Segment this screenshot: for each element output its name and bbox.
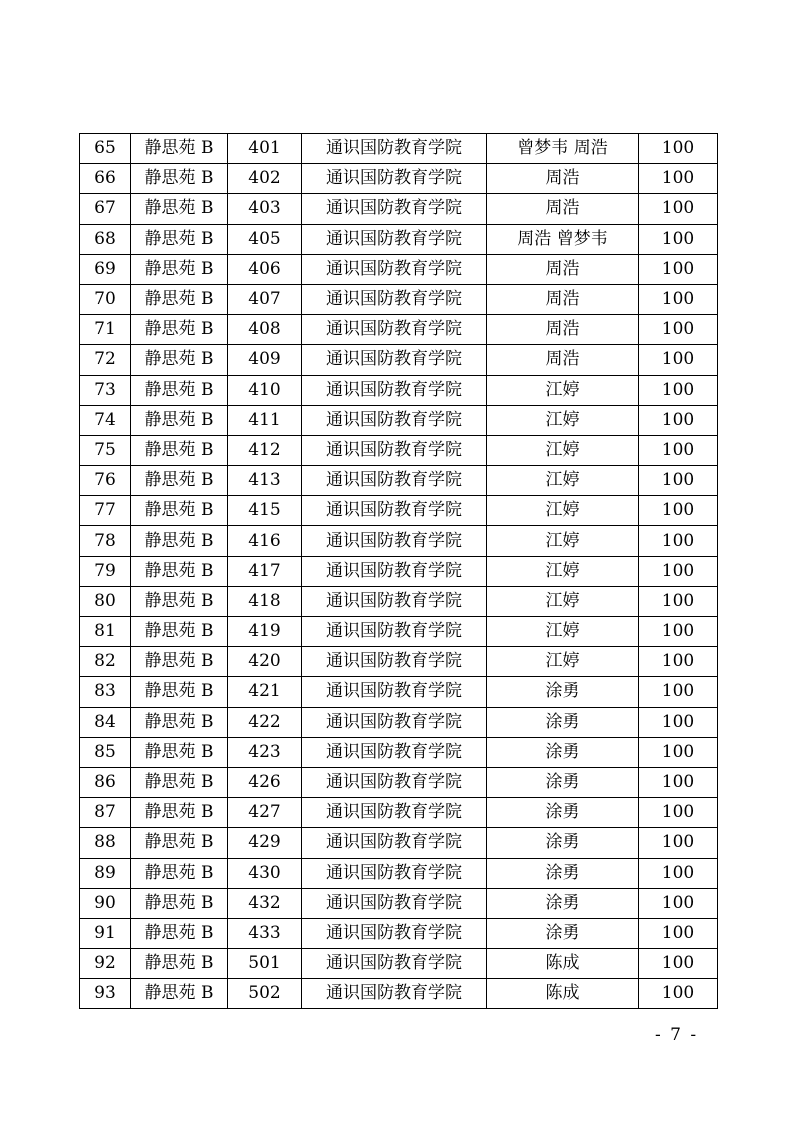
score-cell: 100 bbox=[639, 194, 718, 224]
college-cell: 通识国防教育学院 bbox=[302, 556, 487, 586]
building-cell: 静思苑 B bbox=[131, 194, 228, 224]
row-number-cell: 76 bbox=[80, 466, 131, 496]
room-number-cell: 401 bbox=[228, 134, 302, 164]
building-cell: 静思苑 B bbox=[131, 888, 228, 918]
score-cell: 100 bbox=[639, 586, 718, 616]
college-cell: 通识国防教育学院 bbox=[302, 647, 487, 677]
college-cell: 通识国防教育学院 bbox=[302, 526, 487, 556]
tutor-cell: 周浩 bbox=[487, 345, 639, 375]
room-number-cell: 409 bbox=[228, 345, 302, 375]
score-cell: 100 bbox=[639, 315, 718, 345]
college-cell: 通识国防教育学院 bbox=[302, 435, 487, 465]
tutor-cell: 曾梦韦 周浩 bbox=[487, 134, 639, 164]
college-cell: 通识国防教育学院 bbox=[302, 194, 487, 224]
room-number-cell: 420 bbox=[228, 647, 302, 677]
dorm-score-table bbox=[79, 133, 718, 1009]
college-cell: 通识国防教育学院 bbox=[302, 284, 487, 314]
building-cell: 静思苑 B bbox=[131, 677, 228, 707]
room-number-cell: 410 bbox=[228, 375, 302, 405]
table-row bbox=[80, 949, 718, 979]
tutor-cell: 周浩 曾梦韦 bbox=[487, 224, 639, 254]
row-number-cell: 83 bbox=[80, 677, 131, 707]
table-row bbox=[80, 466, 718, 496]
tutor-cell: 周浩 bbox=[487, 284, 639, 314]
table-row bbox=[80, 586, 718, 616]
table-row bbox=[80, 405, 718, 435]
row-number-cell: 74 bbox=[80, 405, 131, 435]
score-cell: 100 bbox=[639, 405, 718, 435]
tutor-cell: 周浩 bbox=[487, 315, 639, 345]
score-cell: 100 bbox=[639, 284, 718, 314]
building-cell: 静思苑 B bbox=[131, 556, 228, 586]
score-cell: 100 bbox=[639, 949, 718, 979]
tutor-cell: 涂勇 bbox=[487, 737, 639, 767]
college-cell: 通识国防教育学院 bbox=[302, 979, 487, 1009]
college-cell: 通识国防教育学院 bbox=[302, 345, 487, 375]
row-number-cell: 72 bbox=[80, 345, 131, 375]
score-cell: 100 bbox=[639, 888, 718, 918]
tutor-cell: 周浩 bbox=[487, 164, 639, 194]
tutor-cell: 江婷 bbox=[487, 647, 639, 677]
score-cell: 100 bbox=[639, 526, 718, 556]
score-cell: 100 bbox=[639, 828, 718, 858]
room-number-cell: 406 bbox=[228, 254, 302, 284]
table-row bbox=[80, 979, 718, 1009]
table-row bbox=[80, 315, 718, 345]
score-cell: 100 bbox=[639, 617, 718, 647]
row-number-cell: 87 bbox=[80, 798, 131, 828]
row-number-cell: 84 bbox=[80, 707, 131, 737]
college-cell: 通识国防教育学院 bbox=[302, 707, 487, 737]
row-number-cell: 78 bbox=[80, 526, 131, 556]
score-cell: 100 bbox=[639, 134, 718, 164]
score-cell: 100 bbox=[639, 918, 718, 948]
room-number-cell: 502 bbox=[228, 979, 302, 1009]
tutor-cell: 江婷 bbox=[487, 375, 639, 405]
tutor-cell: 涂勇 bbox=[487, 828, 639, 858]
building-cell: 静思苑 B bbox=[131, 496, 228, 526]
row-number-cell: 89 bbox=[80, 858, 131, 888]
building-cell: 静思苑 B bbox=[131, 224, 228, 254]
score-cell: 100 bbox=[639, 496, 718, 526]
page-number: - 7 - bbox=[655, 1025, 699, 1045]
room-number-cell: 416 bbox=[228, 526, 302, 556]
row-number-cell: 93 bbox=[80, 979, 131, 1009]
table-row bbox=[80, 647, 718, 677]
table-row bbox=[80, 496, 718, 526]
room-number-cell: 433 bbox=[228, 918, 302, 948]
building-cell: 静思苑 B bbox=[131, 284, 228, 314]
college-cell: 通识国防教育学院 bbox=[302, 858, 487, 888]
table-row bbox=[80, 194, 718, 224]
tutor-cell: 江婷 bbox=[487, 466, 639, 496]
row-number-cell: 92 bbox=[80, 949, 131, 979]
building-cell: 静思苑 B bbox=[131, 254, 228, 284]
tutor-cell: 江婷 bbox=[487, 405, 639, 435]
table-row bbox=[80, 526, 718, 556]
building-cell: 静思苑 B bbox=[131, 315, 228, 345]
score-cell: 100 bbox=[639, 798, 718, 828]
table-row bbox=[80, 828, 718, 858]
tutor-cell: 涂勇 bbox=[487, 707, 639, 737]
score-cell: 100 bbox=[639, 435, 718, 465]
college-cell: 通识国防教育学院 bbox=[302, 828, 487, 858]
row-number-cell: 69 bbox=[80, 254, 131, 284]
room-number-cell: 426 bbox=[228, 767, 302, 797]
college-cell: 通识国防教育学院 bbox=[302, 888, 487, 918]
room-number-cell: 412 bbox=[228, 435, 302, 465]
tutor-cell: 江婷 bbox=[487, 586, 639, 616]
tutor-cell: 江婷 bbox=[487, 617, 639, 647]
row-number-cell: 73 bbox=[80, 375, 131, 405]
college-cell: 通识国防教育学院 bbox=[302, 405, 487, 435]
room-number-cell: 407 bbox=[228, 284, 302, 314]
score-cell: 100 bbox=[639, 466, 718, 496]
building-cell: 静思苑 B bbox=[131, 979, 228, 1009]
college-cell: 通识国防教育学院 bbox=[302, 798, 487, 828]
tutor-cell: 江婷 bbox=[487, 435, 639, 465]
table-row bbox=[80, 345, 718, 375]
tutor-cell: 涂勇 bbox=[487, 677, 639, 707]
room-number-cell: 413 bbox=[228, 466, 302, 496]
row-number-cell: 67 bbox=[80, 194, 131, 224]
room-number-cell: 403 bbox=[228, 194, 302, 224]
score-cell: 100 bbox=[639, 677, 718, 707]
college-cell: 通识国防教育学院 bbox=[302, 496, 487, 526]
college-cell: 通识国防教育学院 bbox=[302, 315, 487, 345]
row-number-cell: 79 bbox=[80, 556, 131, 586]
building-cell: 静思苑 B bbox=[131, 435, 228, 465]
row-number-cell: 86 bbox=[80, 767, 131, 797]
tutor-cell: 涂勇 bbox=[487, 858, 639, 888]
tutor-cell: 涂勇 bbox=[487, 798, 639, 828]
row-number-cell: 90 bbox=[80, 888, 131, 918]
room-number-cell: 405 bbox=[228, 224, 302, 254]
row-number-cell: 77 bbox=[80, 496, 131, 526]
building-cell: 静思苑 B bbox=[131, 828, 228, 858]
college-cell: 通识国防教育学院 bbox=[302, 767, 487, 797]
college-cell: 通识国防教育学院 bbox=[302, 918, 487, 948]
room-number-cell: 429 bbox=[228, 828, 302, 858]
table-row bbox=[80, 858, 718, 888]
tutor-cell: 陈成 bbox=[487, 949, 639, 979]
college-cell: 通识国防教育学院 bbox=[302, 164, 487, 194]
room-number-cell: 418 bbox=[228, 586, 302, 616]
room-number-cell: 417 bbox=[228, 556, 302, 586]
score-cell: 100 bbox=[639, 375, 718, 405]
building-cell: 静思苑 B bbox=[131, 949, 228, 979]
row-number-cell: 91 bbox=[80, 918, 131, 948]
score-cell: 100 bbox=[639, 345, 718, 375]
college-cell: 通识国防教育学院 bbox=[302, 949, 487, 979]
score-cell: 100 bbox=[639, 224, 718, 254]
building-cell: 静思苑 B bbox=[131, 767, 228, 797]
building-cell: 静思苑 B bbox=[131, 164, 228, 194]
college-cell: 通识国防教育学院 bbox=[302, 677, 487, 707]
score-cell: 100 bbox=[639, 707, 718, 737]
room-number-cell: 432 bbox=[228, 888, 302, 918]
tutor-cell: 涂勇 bbox=[487, 888, 639, 918]
row-number-cell: 75 bbox=[80, 435, 131, 465]
room-number-cell: 423 bbox=[228, 737, 302, 767]
tutor-cell: 周浩 bbox=[487, 254, 639, 284]
building-cell: 静思苑 B bbox=[131, 707, 228, 737]
building-cell: 静思苑 B bbox=[131, 737, 228, 767]
building-cell: 静思苑 B bbox=[131, 345, 228, 375]
building-cell: 静思苑 B bbox=[131, 617, 228, 647]
college-cell: 通识国防教育学院 bbox=[302, 375, 487, 405]
college-cell: 通识国防教育学院 bbox=[302, 254, 487, 284]
table-row bbox=[80, 284, 718, 314]
room-number-cell: 430 bbox=[228, 858, 302, 888]
college-cell: 通识国防教育学院 bbox=[302, 134, 487, 164]
building-cell: 静思苑 B bbox=[131, 858, 228, 888]
table-row bbox=[80, 888, 718, 918]
tutor-cell: 江婷 bbox=[487, 526, 639, 556]
room-number-cell: 411 bbox=[228, 405, 302, 435]
tutor-cell: 陈成 bbox=[487, 979, 639, 1009]
tutor-cell: 周浩 bbox=[487, 194, 639, 224]
college-cell: 通识国防教育学院 bbox=[302, 617, 487, 647]
table-row bbox=[80, 164, 718, 194]
row-number-cell: 81 bbox=[80, 617, 131, 647]
table-row bbox=[80, 375, 718, 405]
room-number-cell: 427 bbox=[228, 798, 302, 828]
table-row bbox=[80, 556, 718, 586]
row-number-cell: 70 bbox=[80, 284, 131, 314]
table-row bbox=[80, 254, 718, 284]
table-row bbox=[80, 617, 718, 647]
building-cell: 静思苑 B bbox=[131, 134, 228, 164]
score-cell: 100 bbox=[639, 767, 718, 797]
room-number-cell: 501 bbox=[228, 949, 302, 979]
table-row bbox=[80, 224, 718, 254]
table-row bbox=[80, 134, 718, 164]
room-number-cell: 421 bbox=[228, 677, 302, 707]
building-cell: 静思苑 B bbox=[131, 918, 228, 948]
row-number-cell: 65 bbox=[80, 134, 131, 164]
score-cell: 100 bbox=[639, 164, 718, 194]
row-number-cell: 80 bbox=[80, 586, 131, 616]
row-number-cell: 82 bbox=[80, 647, 131, 677]
room-number-cell: 419 bbox=[228, 617, 302, 647]
college-cell: 通识国防教育学院 bbox=[302, 586, 487, 616]
building-cell: 静思苑 B bbox=[131, 647, 228, 677]
building-cell: 静思苑 B bbox=[131, 466, 228, 496]
building-cell: 静思苑 B bbox=[131, 405, 228, 435]
row-number-cell: 71 bbox=[80, 315, 131, 345]
room-number-cell: 415 bbox=[228, 496, 302, 526]
score-cell: 100 bbox=[639, 737, 718, 767]
college-cell: 通识国防教育学院 bbox=[302, 737, 487, 767]
table-row bbox=[80, 677, 718, 707]
tutor-cell: 江婷 bbox=[487, 556, 639, 586]
room-number-cell: 408 bbox=[228, 315, 302, 345]
table-row bbox=[80, 918, 718, 948]
score-cell: 100 bbox=[639, 556, 718, 586]
score-cell: 100 bbox=[639, 979, 718, 1009]
tutor-cell: 涂勇 bbox=[487, 767, 639, 797]
row-number-cell: 85 bbox=[80, 737, 131, 767]
row-number-cell: 66 bbox=[80, 164, 131, 194]
college-cell: 通识国防教育学院 bbox=[302, 466, 487, 496]
room-number-cell: 422 bbox=[228, 707, 302, 737]
room-number-cell: 402 bbox=[228, 164, 302, 194]
row-number-cell: 68 bbox=[80, 224, 131, 254]
building-cell: 静思苑 B bbox=[131, 798, 228, 828]
table-row bbox=[80, 435, 718, 465]
table-body bbox=[80, 134, 718, 1009]
row-number-cell: 88 bbox=[80, 828, 131, 858]
tutor-cell: 涂勇 bbox=[487, 918, 639, 948]
score-cell: 100 bbox=[639, 254, 718, 284]
table-row bbox=[80, 767, 718, 797]
building-cell: 静思苑 B bbox=[131, 375, 228, 405]
college-cell: 通识国防教育学院 bbox=[302, 224, 487, 254]
table-row bbox=[80, 798, 718, 828]
table-row bbox=[80, 737, 718, 767]
score-cell: 100 bbox=[639, 647, 718, 677]
table-row bbox=[80, 707, 718, 737]
score-cell: 100 bbox=[639, 858, 718, 888]
building-cell: 静思苑 B bbox=[131, 586, 228, 616]
building-cell: 静思苑 B bbox=[131, 526, 228, 556]
tutor-cell: 江婷 bbox=[487, 496, 639, 526]
